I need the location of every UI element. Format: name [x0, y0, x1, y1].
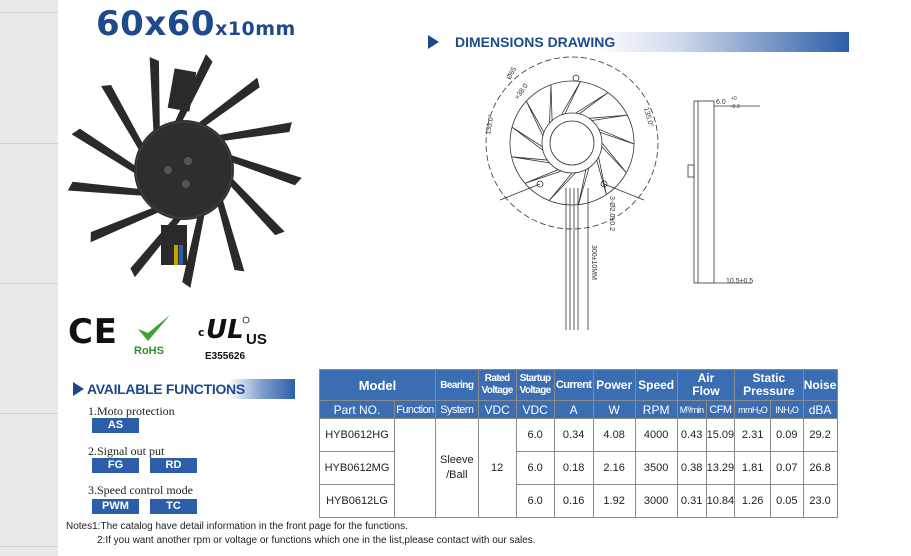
ce-mark-icon: C E: [68, 312, 114, 352]
drawing-blade: [512, 127, 543, 150]
noise-cell: 29.2: [803, 419, 837, 452]
specification-table: [319, 369, 838, 518]
ul-file-number: E355626: [205, 351, 246, 362]
header-power: Power: [593, 370, 635, 401]
rohs-label: RoHS: [134, 345, 164, 357]
sidebar-divider: [0, 546, 58, 547]
speed-cell: 3500: [635, 452, 677, 485]
part-number-cell: HYB0612LG: [320, 485, 395, 518]
unit-vdc: VDC: [516, 401, 554, 419]
unit-cfm: CFM: [706, 401, 735, 419]
airflow-cfm-cell: 15.09: [706, 419, 735, 452]
header-noise: Noise: [803, 370, 837, 401]
side-view: [694, 101, 714, 283]
drawing-blade: [561, 82, 580, 115]
note-line-1: Notes1:The catalog have detail information in the front page for the functions.: [66, 521, 408, 532]
function-badge-pwm: PWM: [92, 499, 139, 514]
function-cell: [395, 419, 436, 518]
notes: [66, 520, 536, 548]
bearing-cell: Sleeve /Ball: [436, 419, 479, 518]
page-title: [96, 4, 296, 44]
unit-rpm: RPM: [635, 401, 677, 419]
sidebar-divider: [0, 143, 58, 144]
drawing-blade: [550, 85, 553, 123]
pressure-mmh2o-cell: 2.31: [735, 419, 771, 452]
header-startup-voltage: Startup Voltage: [516, 370, 554, 401]
header-bearing: Bearing: [436, 370, 479, 401]
drawing-blade: [589, 115, 627, 120]
startup-voltage-cell: 6.0: [516, 485, 554, 518]
function-group-title: 2.Signal out put: [88, 444, 165, 458]
svg-text:c: c: [198, 326, 205, 339]
unit-m3-min: M³/min: [677, 401, 706, 419]
pressure-mmh2o-cell: 1.81: [735, 452, 771, 485]
dimensions-drawing: [470, 55, 770, 345]
power-cell: 2.16: [593, 452, 635, 485]
unit-part-no: Part NO.: [320, 401, 395, 419]
drawing-blade: [549, 173, 576, 201]
pressure-inh2o-cell: 0.05: [771, 485, 803, 518]
header-speed: Speed: [635, 370, 677, 401]
dim-label-depth: 10.5±0.5: [726, 278, 754, 285]
ul-us-label: US: [246, 331, 267, 348]
dim-label-width: 6.0: [716, 99, 726, 106]
drawing-blade: [597, 157, 607, 195]
function-badge-tc: TC: [150, 499, 197, 514]
left-sidebar: [0, 0, 58, 556]
speed-cell: 4000: [635, 419, 677, 452]
drawing-blade: [576, 93, 608, 114]
header-static-pressure: Static Pressure: [735, 370, 803, 401]
side-clip: [688, 165, 694, 177]
dimensions-heading-bar: [425, 32, 849, 52]
noise-cell: 26.8: [803, 452, 837, 485]
speed-cell: 3000: [635, 485, 677, 518]
dimensions-heading: DIMENSIONS DRAWING: [455, 34, 616, 50]
unit-dba: dBA: [803, 401, 837, 419]
drawing-blade: [526, 101, 544, 136]
drawing-blade: [602, 143, 627, 173]
fan-thickness: x10mm: [215, 18, 296, 40]
hub-screw: [164, 166, 172, 174]
dim-label-hole: 3-Ø2.0±0.2: [608, 196, 615, 231]
heading-arrow-icon: [73, 382, 84, 396]
header-rated-voltage: Rated Voltage: [478, 370, 516, 401]
airflow-cfm-cell: 10.84: [706, 485, 735, 518]
current-cell: 0.34: [554, 419, 593, 452]
fan-wire: [174, 245, 178, 265]
pressure-inh2o-cell: 0.09: [771, 419, 803, 452]
drawing-blade: [599, 129, 634, 144]
hub-circle: [542, 113, 602, 173]
table-header-row: [320, 370, 838, 401]
unit-a: A: [554, 401, 593, 419]
dim-label-d65: Ø65: [505, 66, 519, 81]
hub-screw: [184, 157, 192, 165]
current-cell: 0.18: [554, 452, 593, 485]
sidebar-divider: [0, 413, 58, 414]
current-cell: 0.16: [554, 485, 593, 518]
fan-wire: [179, 245, 183, 265]
function-badge-as: AS: [92, 418, 139, 433]
unit-inh2o: INH₂O: [771, 401, 803, 419]
airflow-cfm-cell: 13.29: [706, 452, 735, 485]
sidebar-divider: [0, 12, 58, 13]
unit-function: Function: [395, 401, 436, 419]
startup-voltage-cell: 6.0: [516, 419, 554, 452]
svg-text:UL: UL: [206, 315, 244, 345]
power-cell: 1.92: [593, 485, 635, 518]
rated-voltage-cell: 12: [478, 419, 516, 518]
airflow-m3-cell: 0.38: [677, 452, 706, 485]
fan-mount-tab: [168, 68, 197, 111]
available-functions-heading: AVAILABLE FUNCTIONS: [87, 381, 245, 397]
fan-hub: [134, 120, 234, 220]
pressure-inh2o-cell: 0.07: [771, 452, 803, 485]
function-badge-rd: RD: [150, 458, 197, 473]
fan-illustration: [66, 50, 316, 300]
sidebar-divider: [0, 283, 58, 284]
dim-label-d38: ×38.0: [513, 82, 530, 102]
power-cell: 4.08: [593, 419, 635, 452]
table-unit-row: [320, 401, 838, 419]
part-number-cell: HYB0612MG: [320, 452, 395, 485]
rohs-check-icon: [134, 311, 174, 345]
noise-cell: 23.0: [803, 485, 837, 518]
dim-label-width-tol-down: -0.3: [731, 104, 740, 110]
function-group-title: 1.Moto protection: [88, 404, 175, 418]
dim-label-cable: 300±10MM: [590, 245, 597, 280]
drawing-blade: [512, 157, 550, 163]
header-model: Model: [320, 370, 436, 401]
part-number-cell: HYB0612HG: [320, 419, 395, 452]
fan-size: 60x60: [96, 4, 216, 44]
unit-w: W: [593, 401, 635, 419]
table-row: [320, 419, 838, 452]
function-group-title: 3.Speed control mode: [88, 483, 193, 497]
dim-label-angle-right: 135.0°: [642, 106, 655, 129]
startup-voltage-cell: 6.0: [516, 452, 554, 485]
drawing-blade: [525, 170, 561, 184]
hub-screw: [182, 180, 190, 188]
heading-arrow-icon: [428, 35, 439, 49]
airflow-m3-cell: 0.43: [677, 419, 706, 452]
dim-label-angle-left: 135.0°: [485, 114, 496, 136]
airflow-m3-cell: 0.31: [677, 485, 706, 518]
function-badge-fg: FG: [92, 458, 139, 473]
hub-inner-circle: [550, 121, 594, 165]
unit-vdc: VDC: [478, 401, 516, 419]
note-line-2: 2:If you want another rpm or voltage or functions which one in the list,please contact with our sales.: [97, 535, 536, 546]
mount-hole: [573, 75, 579, 81]
drawing-blade: [578, 168, 589, 205]
pressure-mmh2o-cell: 1.26: [735, 485, 771, 518]
unit-system: System: [436, 401, 479, 419]
available-functions-heading-bar: [73, 379, 295, 399]
unit-mmh2o: mmH₂O: [735, 401, 771, 419]
header-air-flow: Air Flow: [677, 370, 735, 401]
drawing-blades: [512, 82, 634, 205]
dim-label-width-tol-up: +0: [731, 96, 737, 102]
header-current: Current: [554, 370, 593, 401]
